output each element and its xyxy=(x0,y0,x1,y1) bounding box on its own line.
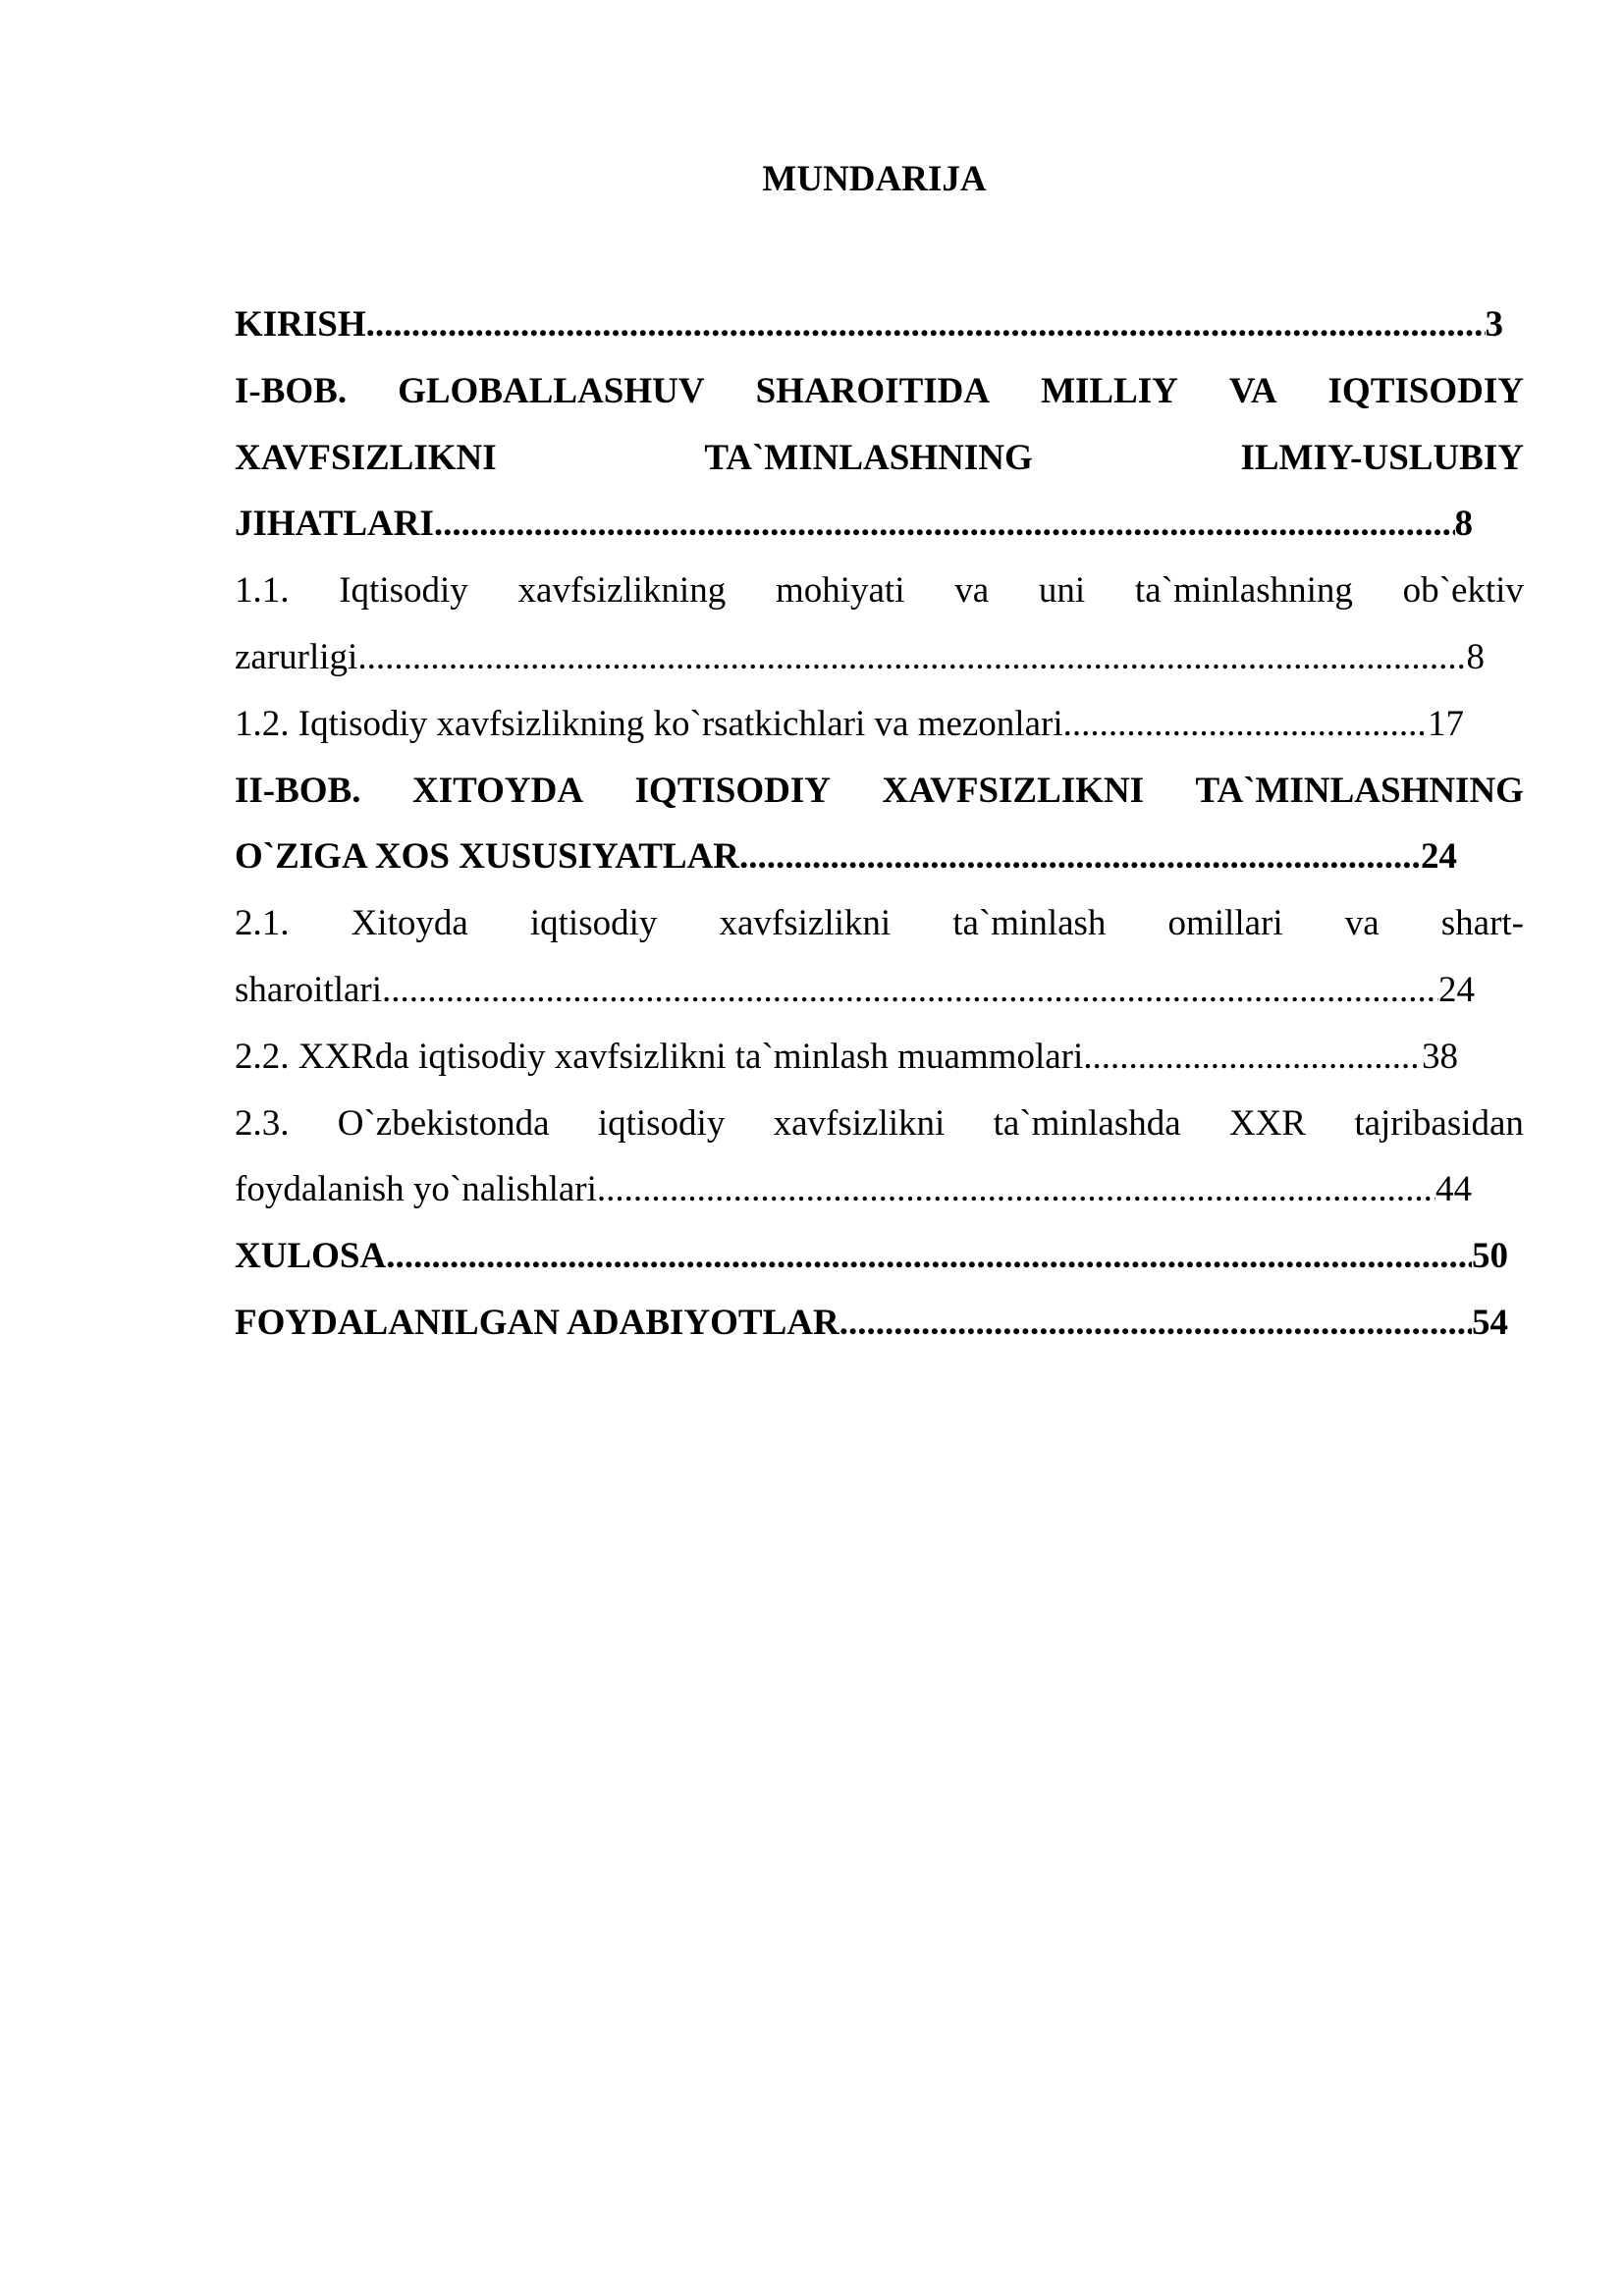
toc-entry-title: XULOSA xyxy=(235,1236,387,1277)
toc-word: omillari xyxy=(1167,903,1283,944)
toc-word: IQTISODIY xyxy=(634,770,831,811)
dot-leader xyxy=(739,824,1421,890)
toc-entry-leader-line xyxy=(235,491,1473,558)
toc-entry-title: 2.2. XXRda iqtisodiy xavfsizlikni ta`minlash muammolari xyxy=(235,1036,1084,1077)
toc-entry-leader-line xyxy=(235,957,1475,1024)
toc-entry-leader-line xyxy=(235,1156,1472,1223)
toc-entry-line xyxy=(235,358,1524,425)
toc-word: Xitoyda xyxy=(351,903,468,944)
toc-word: TA`MINLASHNING xyxy=(1195,770,1524,811)
toc-entry-leader-line xyxy=(235,292,1503,358)
toc-entry-title: sharoitlari xyxy=(235,969,383,1010)
toc-word: MILLIY xyxy=(1041,370,1178,411)
toc-word: tajribasidan xyxy=(1354,1102,1524,1144)
toc-entry-leader-line xyxy=(235,1290,1508,1357)
dot-leader xyxy=(434,491,1455,558)
toc-entry-line xyxy=(235,758,1524,825)
toc-word: xavfsizlikni xyxy=(719,903,892,944)
toc-entry-line xyxy=(235,890,1524,957)
toc-page-number: 8 xyxy=(1454,504,1473,545)
toc-page-number: 44 xyxy=(1435,1169,1472,1210)
toc-entry-title: FOYDALANILGAN ADABIYOTLAR xyxy=(235,1302,839,1343)
toc-entry-title: foydalanish yo`nalishlari xyxy=(235,1169,597,1210)
dot-leader xyxy=(839,1290,1472,1357)
toc-entry-bob-2[interactable] xyxy=(235,758,1524,891)
toc-word: mohiyati xyxy=(775,570,905,612)
toc-word: XITOYDA xyxy=(411,770,584,811)
toc-entry-leader-line xyxy=(235,824,1457,890)
toc-page-number: 54 xyxy=(1472,1302,1508,1343)
toc-entry-title: KIRISH xyxy=(235,304,366,345)
toc-word: II-BOB. xyxy=(235,770,361,811)
dot-leader xyxy=(357,624,1466,691)
dot-leader xyxy=(386,1223,1472,1290)
toc-word: XAVFSIZLIKNI xyxy=(235,437,497,478)
toc-word: shart- xyxy=(1440,903,1524,944)
toc-entry-section-2-3[interactable] xyxy=(235,1091,1524,1224)
toc-word: Iqtisodiy xyxy=(339,570,468,612)
toc-word: TA`MINLASHNING xyxy=(704,437,1033,478)
toc-entry-leader-line xyxy=(235,1024,1458,1091)
toc-word: xavfsizlikning xyxy=(517,570,727,612)
toc-entry-kirish[interactable] xyxy=(235,292,1524,358)
toc-entry-line xyxy=(235,558,1524,624)
toc-entry-section-1-2[interactable] xyxy=(235,691,1524,758)
toc-page-number: 3 xyxy=(1485,304,1503,345)
toc-word: ta`minlashda xyxy=(993,1102,1181,1144)
toc-word: va xyxy=(1344,903,1380,944)
toc-word: 2.3. xyxy=(235,1102,290,1144)
table-of-contents xyxy=(235,292,1524,1357)
dot-leader xyxy=(366,292,1486,358)
toc-entry-leader-line xyxy=(235,1223,1508,1290)
toc-entry-leader-line xyxy=(235,691,1464,758)
toc-entry-line xyxy=(235,425,1524,492)
dot-leader xyxy=(597,1156,1435,1223)
toc-word: XAVFSIZLIKNI xyxy=(882,770,1145,811)
toc-word: va xyxy=(954,570,990,612)
toc-entry-title: O`ZIGA XOS XUSUSIYATLAR xyxy=(235,836,740,878)
toc-page-number: 24 xyxy=(1438,969,1475,1010)
toc-word: ILMIY-USLUBIY xyxy=(1240,437,1524,478)
toc-word: XXR xyxy=(1228,1102,1307,1144)
toc-page-number: 50 xyxy=(1472,1236,1508,1277)
toc-word: SHAROITIDA xyxy=(755,370,991,411)
page-title: MUNDARIJA xyxy=(762,159,987,199)
toc-entry-xulosa[interactable] xyxy=(235,1223,1524,1290)
toc-page-number: 8 xyxy=(1466,636,1485,677)
toc-entry-title: zarurligi xyxy=(235,636,358,677)
toc-word: 1.1. xyxy=(235,570,290,612)
toc-entry-section-1-1[interactable] xyxy=(235,558,1524,691)
toc-word: 2.1. xyxy=(235,903,290,944)
toc-word: I-BOB. xyxy=(235,370,348,411)
toc-page-number: 24 xyxy=(1421,836,1457,878)
toc-word: ta`minlashning xyxy=(1134,570,1353,612)
dot-leader xyxy=(1063,691,1428,758)
toc-word: GLOBALLASHUV xyxy=(398,370,705,411)
toc-word: O`zbekistonda xyxy=(337,1102,550,1144)
toc-entry-title: 1.2. Iqtisodiy xavfsizlikning ko`rsatkichlari va mezonlari xyxy=(235,703,1063,744)
toc-word: iqtisodiy xyxy=(529,903,658,944)
toc-entry-adabiyotlar[interactable] xyxy=(235,1290,1524,1357)
toc-word: uni xyxy=(1038,570,1086,612)
dot-leader xyxy=(1083,1024,1422,1091)
toc-word: IQTISODIY xyxy=(1327,370,1524,411)
dot-leader xyxy=(382,957,1438,1024)
toc-entry-leader-line xyxy=(235,624,1485,691)
toc-page-number: 38 xyxy=(1422,1036,1458,1077)
toc-entry-title: JIHATLARI xyxy=(235,504,434,545)
toc-entry-section-2-1[interactable] xyxy=(235,890,1524,1024)
toc-page-number: 17 xyxy=(1428,703,1464,744)
toc-word: xavfsizlikni xyxy=(773,1102,946,1144)
toc-entry-line xyxy=(235,1091,1524,1157)
toc-entry-bob-1[interactable] xyxy=(235,358,1524,558)
toc-word: ob`ektiv xyxy=(1402,570,1524,612)
toc-word: iqtisodiy xyxy=(597,1102,726,1144)
toc-word: VA xyxy=(1228,370,1277,411)
toc-word: ta`minlash xyxy=(952,903,1107,944)
toc-entry-section-2-2[interactable] xyxy=(235,1024,1524,1091)
